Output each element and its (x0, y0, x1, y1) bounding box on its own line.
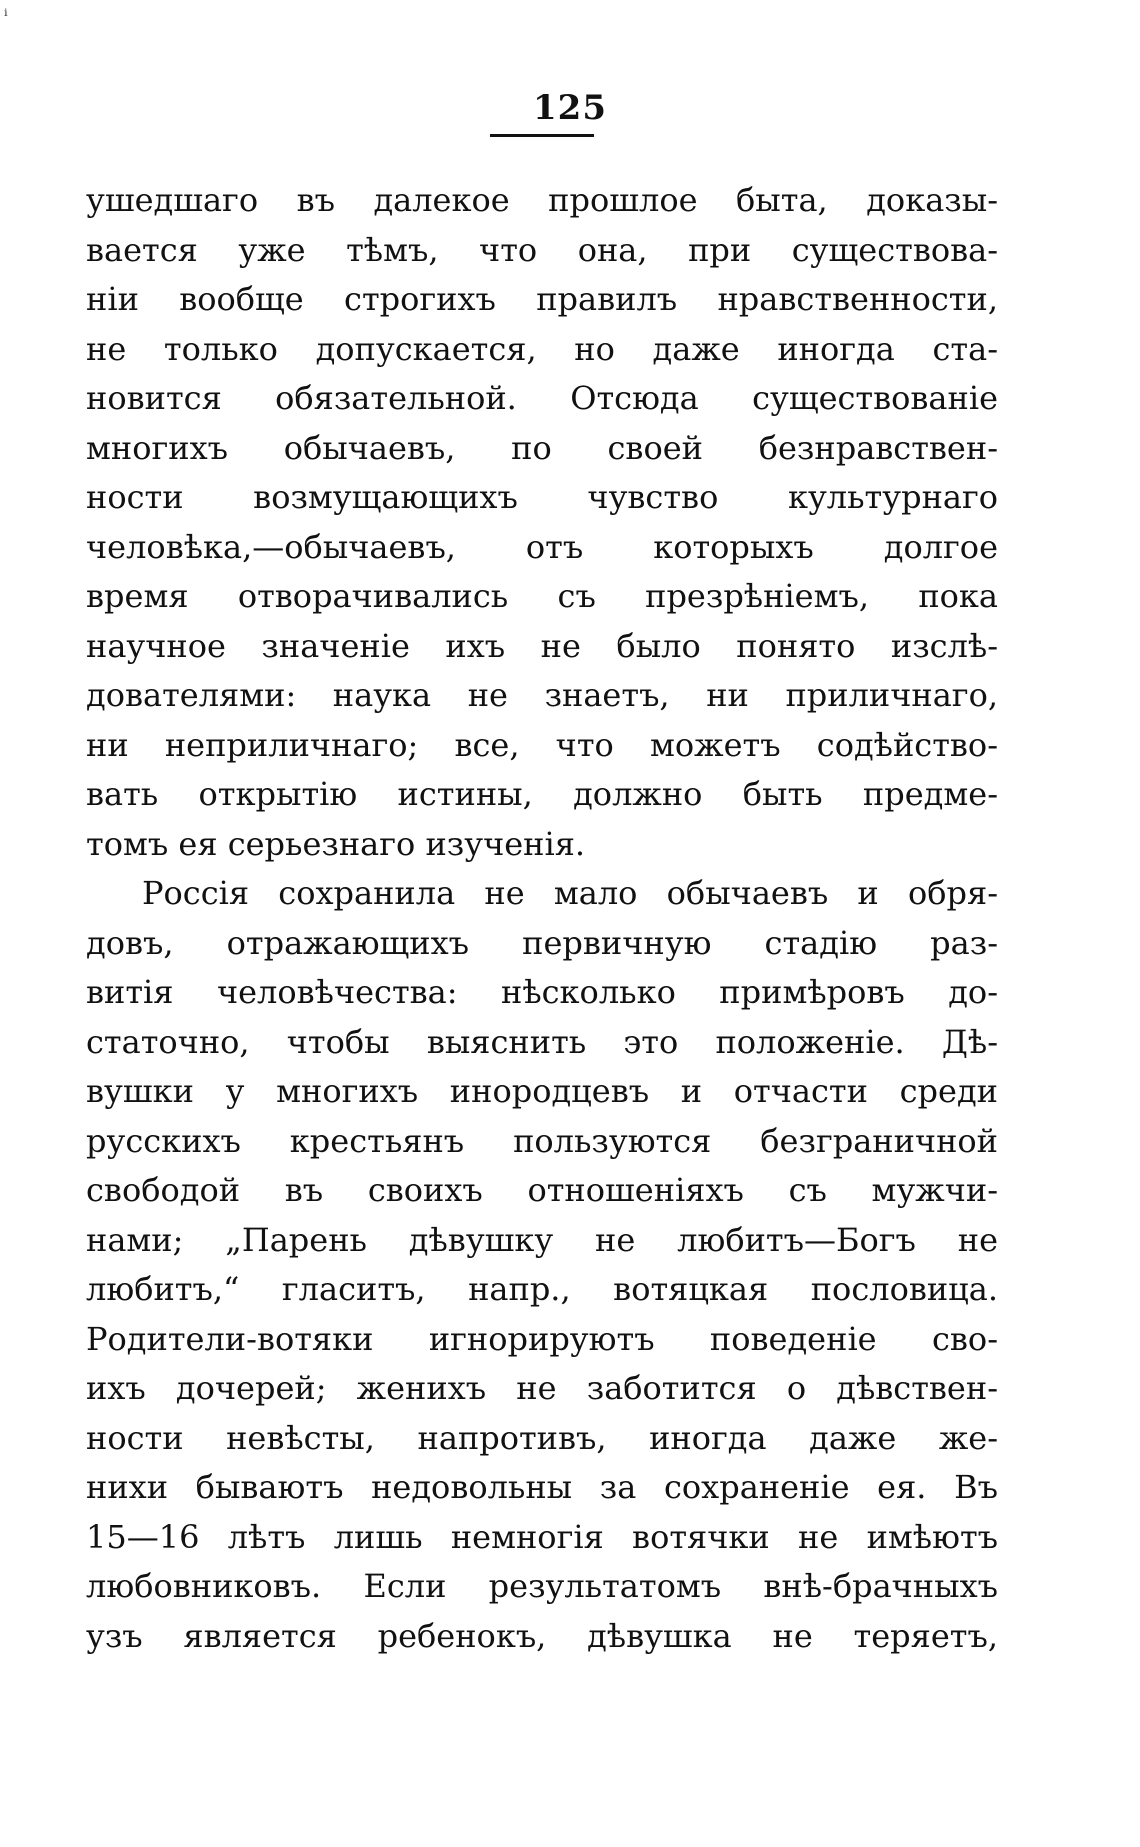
text-line: нами; „Парень дѣвушку не любитъ—Богъ не (86, 1220, 998, 1259)
text-line: ни неприличнаго; все, что можетъ содѣйство- (86, 725, 998, 764)
text-line: ихъ дочерей; женихъ не заботится о дѣвствен- (86, 1369, 998, 1407)
text-line: нiи вообще строгихъ правилъ нравственности, (86, 280, 998, 318)
text-line: ушедшаго въ далекое прошлое быта, доказы- (86, 181, 998, 219)
text-line: томъ ея серьезнаго изученiя. (86, 824, 586, 863)
text-line: статочно, чтобы выяснить это положенiе. Дѣ- (86, 1022, 998, 1061)
text-line: Россiя сохранила не мало обычаевъ и обря- (142, 874, 998, 912)
text-line: дователями: наука не знаетъ, ни приличнаго, (86, 676, 998, 714)
paragraph-2 (86, 869, 998, 1661)
text-line: многихъ обычаевъ, по своей безнравствен- (86, 428, 998, 467)
page-number: 125 (533, 88, 607, 128)
text-line: Родители-вотяки игнорируютъ поведенiе сво- (86, 1319, 998, 1358)
body-text (86, 176, 998, 1661)
text-line: человѣка,—обычаевъ, отъ которыхъ долгое (86, 527, 998, 566)
page-number-underline (490, 134, 594, 137)
paragraph-1 (86, 176, 998, 869)
text-line: вается уже тѣмъ, что она, при существова- (86, 230, 998, 269)
text-line: любовниковъ. Если результатомъ внѣ-брачныхъ (86, 1567, 998, 1605)
text-line: вушки у многихъ инородцевъ и отчасти среди (86, 1072, 998, 1110)
text-line: довъ, отражающихъ первичную стадiю раз- (86, 923, 998, 962)
text-line: узъ является ребенокъ, дѣвушка не теряетъ, (86, 1616, 998, 1655)
text-line: любитъ,“ гласитъ, напр., вотяцкая пословица. (86, 1270, 998, 1308)
text-line: нихи бываютъ недовольны за сохраненiе ея. Въ (86, 1468, 998, 1506)
text-line: ности невѣсты, напротивъ, иногда даже же- (86, 1418, 998, 1457)
text-line: новится обязательной. Отсюда существованiе (86, 379, 998, 417)
text-line: 15—16 лѣтъ лишь немногiя вотячки не имѣютъ (86, 1517, 998, 1556)
text-line: научное значенiе ихъ не было понято изслѣ- (86, 626, 998, 665)
corner-scan-mark: ᵢ (4, 0, 8, 21)
text-line: свободой въ своихъ отношенiяхъ съ мужчи- (86, 1171, 998, 1209)
text-line: ности возмущающихъ чувство культурнаго (86, 478, 998, 516)
text-line: время отворачивались съ презрѣнiемъ, пока (86, 577, 998, 615)
text-line: русскихъ крестьянъ пользуются безграничной (86, 1121, 998, 1160)
text-line: не только допускается, но даже иногда ста- (86, 329, 998, 368)
text-line: витiя человѣчества: нѣсколько примѣровъ до- (86, 973, 998, 1011)
text-line: вать открытiю истины, должно быть предме- (86, 775, 998, 813)
